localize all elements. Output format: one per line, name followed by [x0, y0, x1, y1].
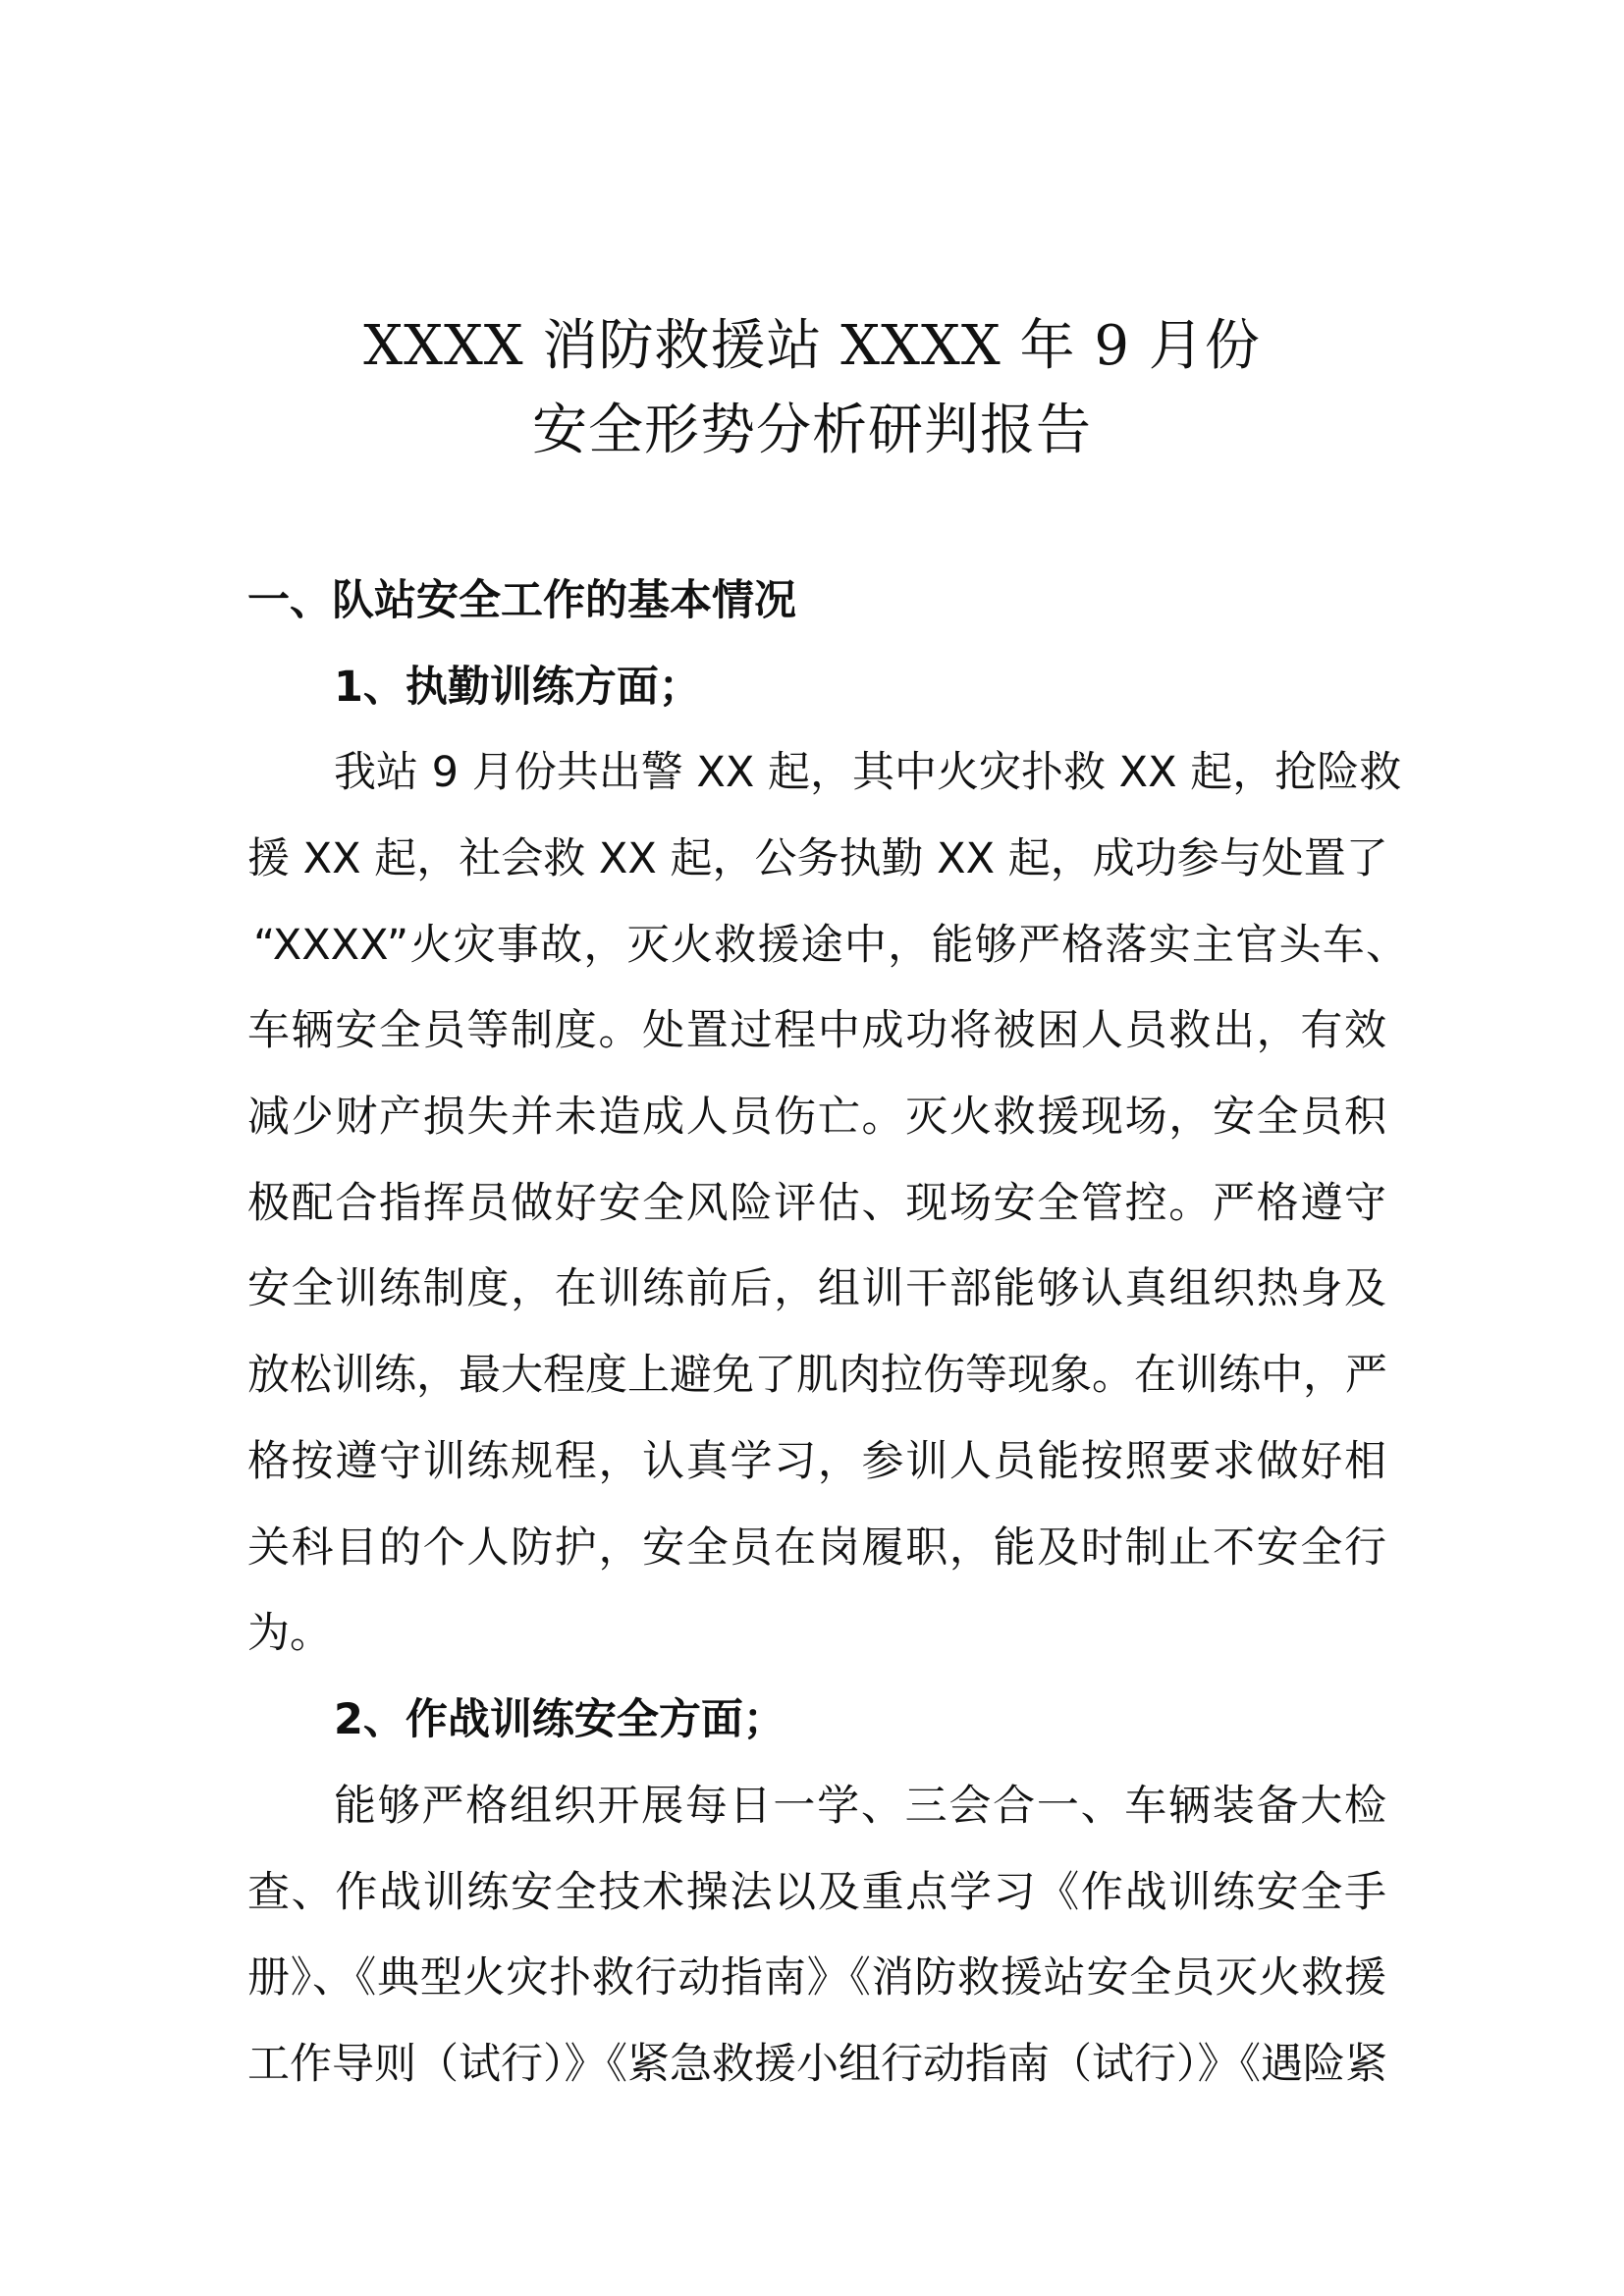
- document-title-line-1: XXXX 消防救援站 XXXX 年 9 月份: [363, 314, 1261, 378]
- paragraph-line: 减少财产损失并未造成人员伤亡。灭火救援现场，安全员积: [247, 1093, 1386, 1142]
- paragraph-line: 极配合指挥员做好安全风险评估、现场安全管控。严格遵守: [247, 1179, 1386, 1228]
- subsection-heading-2: 2、作战训练安全方面；: [334, 1695, 785, 1744]
- paragraph-line: 援 XX 起，社会救 XX 起，公务执勤 XX 起，成功参与处置了: [247, 834, 1388, 883]
- paragraph-line: 安全训练制度，在训练前后，组训干部能够认真组织热身及: [247, 1264, 1386, 1313]
- paragraph-line: 我站 9 月份共出警 XX 起，其中火灾扑救 XX 起，抢险救: [334, 748, 1402, 797]
- subsection-heading-1: 1、执勤训练方面；: [334, 663, 701, 712]
- paragraph-line: 格按遵守训练规程，认真学习，参训人员能按照要求做好相: [247, 1437, 1386, 1486]
- paragraph-line: 放松训练，最大程度上避免了肌肉拉伤等现象。在训练中，严: [247, 1351, 1387, 1400]
- paragraph-line: 查、作战训练安全技术操法以及重点学习《作战训练安全手: [247, 1868, 1386, 1917]
- paragraph-line: 册》、《典型火灾扑救行动指南》《消防救援站安全员灭火救援: [247, 1953, 1386, 2002]
- paragraph-line: 关科目的个人防护，安全员在岗履职，能及时制止不安全行: [247, 1523, 1386, 1573]
- paragraph-line: 能够严格组织开展每日一学、三会合一、车辆装备大检: [334, 1782, 1386, 1831]
- paragraph-line: 为。: [247, 1609, 332, 1658]
- section-heading: 一、队站安全工作的基本情况: [247, 576, 796, 625]
- paragraph-line: “XXXX”火灾事故，灭火救援途中，能够严格落实主官头车、: [253, 921, 1408, 970]
- paragraph-line: 车辆安全员等制度。处置过程中成功将被困人员救出，有效: [247, 1006, 1386, 1055]
- paragraph-line: 工作导则（试行）》《紧急救援小组行动指南（试行）》《遇险紧: [247, 2040, 1387, 2089]
- document-title-line-2: 安全形势分析研判报告: [532, 399, 1092, 462]
